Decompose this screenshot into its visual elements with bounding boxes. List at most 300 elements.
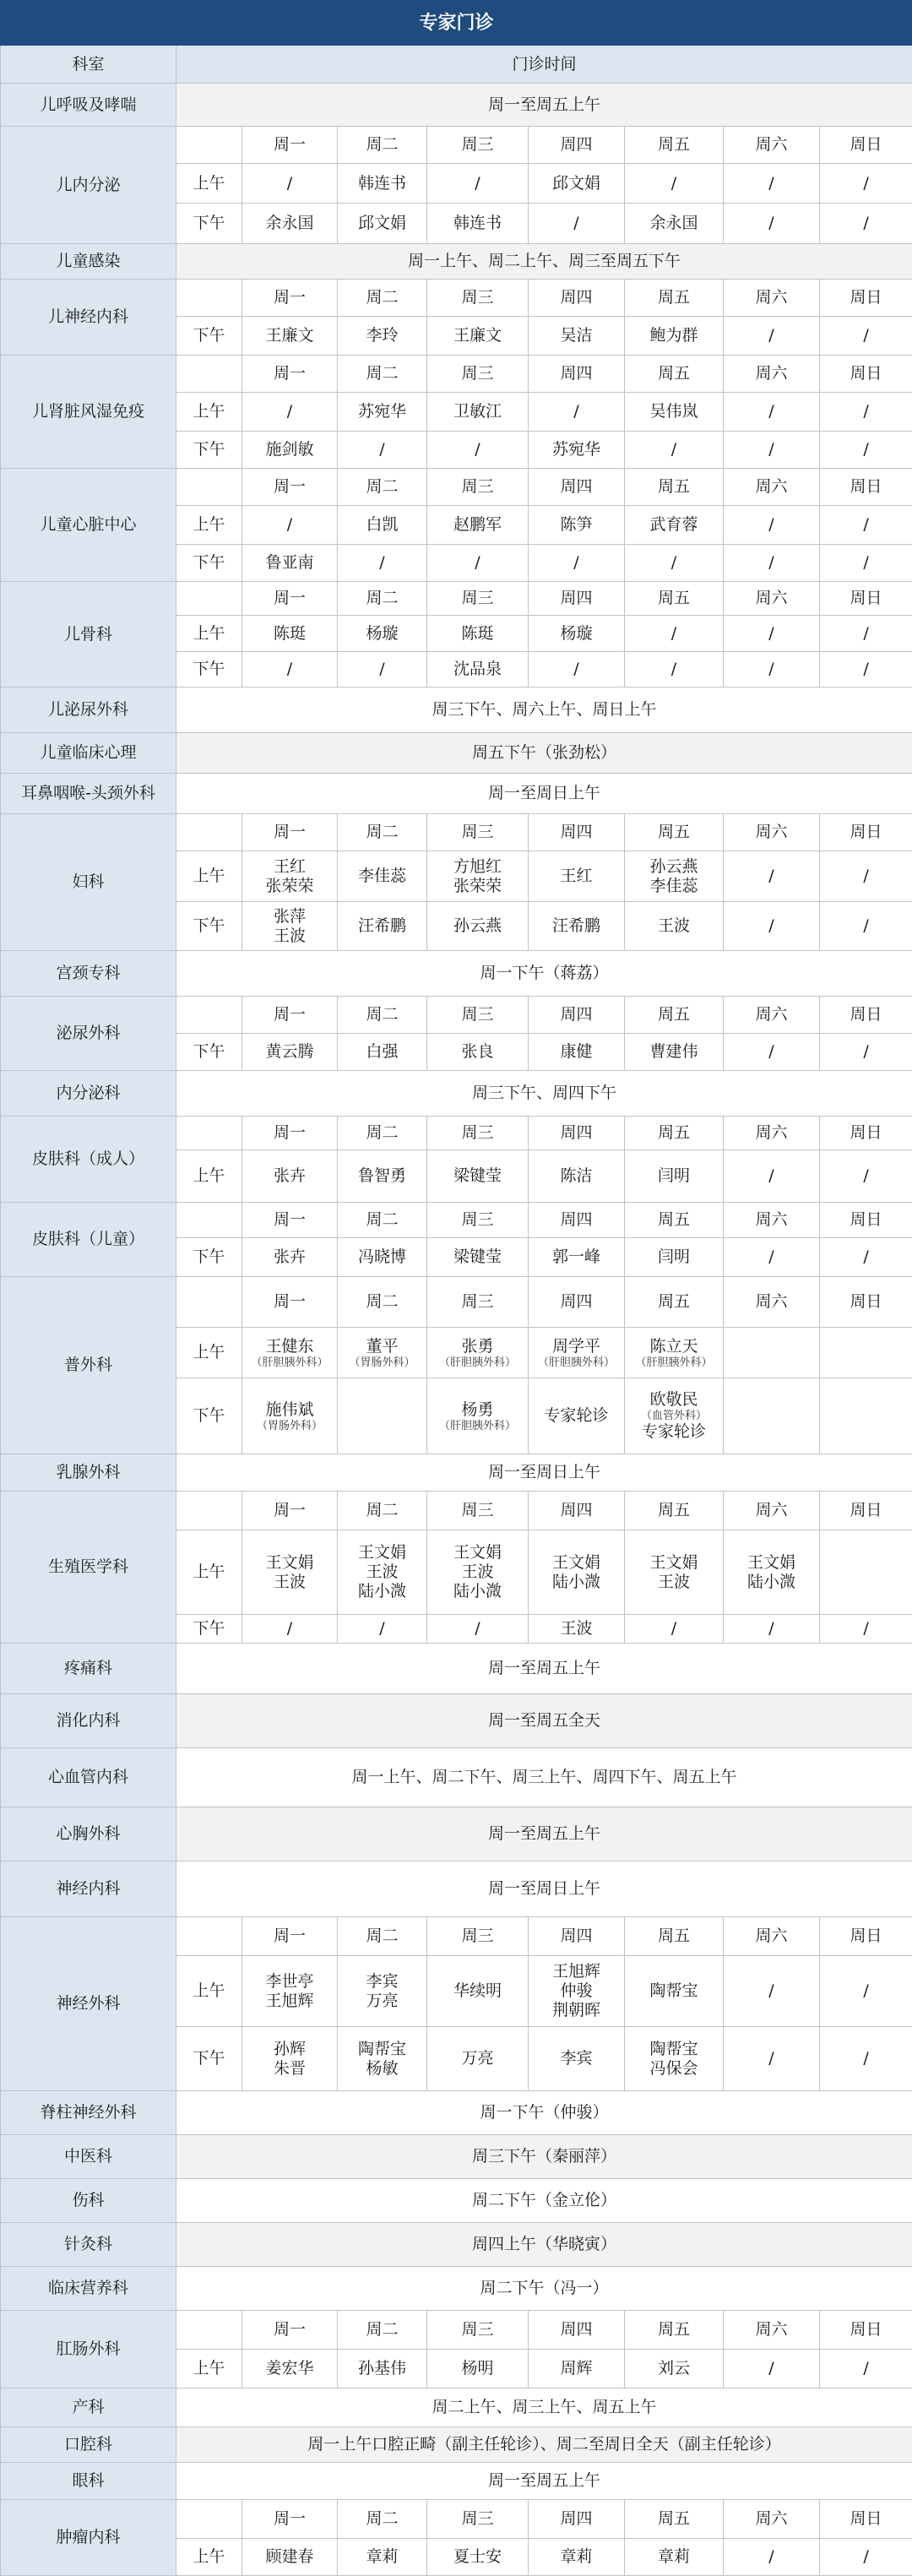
period-label: 上午 <box>176 2539 242 2576</box>
schedule-cell <box>820 1238 912 1277</box>
cell-line: 顾建春 <box>265 2547 314 2566</box>
weekday-header: 周二 <box>338 2500 427 2539</box>
schedule-cell <box>338 393 427 432</box>
schedule-cell <box>338 2350 427 2389</box>
weekday-header: 周二 <box>338 127 427 164</box>
cell-line: / <box>475 440 480 459</box>
schedule-cell <box>338 851 427 902</box>
schedule-cell <box>529 432 625 469</box>
weekday-header: 周一 <box>242 127 338 164</box>
schedule-cell <box>724 616 820 652</box>
schedule-cell <box>724 1615 820 1644</box>
cell-line: 王旭辉 <box>551 1962 600 1981</box>
dept-name: 儿神经内科 <box>1 280 176 356</box>
schedule-text: 周三下午、周六上午、周日上午 <box>176 687 912 733</box>
weekday-header: 周一 <box>242 469 338 506</box>
cell-line: 陈珽 <box>273 623 306 643</box>
cell-line: 王文娟 <box>357 1543 406 1562</box>
weekday-header: 周日 <box>820 2311 912 2350</box>
schedule-cell <box>820 2539 912 2576</box>
schedule-cell <box>338 2027 427 2091</box>
schedule-cell <box>820 851 912 902</box>
schedule-text: 周三下午（秦丽萍） <box>176 2135 912 2179</box>
weekday-header: 周日 <box>820 582 912 616</box>
cell-note: （肝胆胰外科） <box>635 1356 713 1369</box>
schedule-cell <box>427 902 529 951</box>
cell-line: / <box>379 660 385 678</box>
weekday-header: 周日 <box>820 280 912 317</box>
cell-line: 王波 <box>366 1562 399 1581</box>
schedule-cell <box>724 393 820 432</box>
period-label: 上午 <box>176 506 242 545</box>
dept-name: 皮肤科（儿童） <box>1 1203 176 1277</box>
weekday-header: 周五 <box>625 1203 724 1238</box>
period-label: 上午 <box>176 1150 242 1203</box>
period-blank <box>176 1203 242 1238</box>
schedule-cell <box>820 393 912 432</box>
weekday-header: 周六 <box>724 814 820 851</box>
schedule-cell <box>724 1150 820 1203</box>
cell-line: / <box>863 660 869 678</box>
cell-line: 王文娟 <box>265 1552 314 1572</box>
weekday-header: 周日 <box>820 1203 912 1238</box>
schedule-cell <box>242 164 338 204</box>
cell-line: / <box>286 402 293 421</box>
cell-line: / <box>768 1981 774 2000</box>
weekday-header: 周四 <box>529 1917 625 1956</box>
schedule-cell <box>242 616 338 652</box>
dept-name: 生殖医学科 <box>1 1492 176 1644</box>
cell-line: 王红 <box>560 867 593 885</box>
schedule-cell <box>427 1238 529 1277</box>
schedule-text: 周一至周五上午 <box>176 2463 912 2500</box>
cell-line: 刘云 <box>657 2359 690 2378</box>
cell-line: 王文娟 <box>551 1552 600 1572</box>
dept-name: 妇科 <box>1 814 176 951</box>
weekday-header: 周三 <box>427 1277 529 1328</box>
cell-line: 沈品泉 <box>453 660 502 678</box>
cell-line: 陆小溦 <box>453 1582 502 1600</box>
cell-line: / <box>286 515 293 534</box>
schedule-text: 周三下午、周四下午 <box>176 1071 912 1117</box>
schedule-cell <box>242 851 338 902</box>
schedule-cell <box>338 1238 427 1277</box>
schedule-cell <box>427 1530 529 1615</box>
period-label: 下午 <box>176 652 242 687</box>
schedule-cell <box>242 506 338 545</box>
cell-line: 李宾 <box>560 2049 593 2068</box>
dept-name: 儿童感染 <box>1 244 176 280</box>
period-blank <box>176 1117 242 1150</box>
weekday-header: 周三 <box>427 1203 529 1238</box>
cell-line: 专家轮诊 <box>641 1422 706 1441</box>
cell-line: / <box>286 660 293 678</box>
cell-line: 李佳蕊 <box>649 876 698 895</box>
cell-line: / <box>768 440 774 459</box>
cell-line: 孙云燕 <box>649 856 698 876</box>
weekday-header: 周三 <box>427 356 529 393</box>
weekday-header: 周五 <box>625 582 724 616</box>
schedule-cell <box>625 2027 724 2091</box>
schedule-cell <box>820 2350 912 2389</box>
schedule-cell <box>625 1238 724 1277</box>
cell-line: 梁键莹 <box>453 1247 502 1266</box>
dept-name: 伤科 <box>1 2179 176 2223</box>
dept-name: 神经内科 <box>1 1861 176 1917</box>
schedule-cell <box>820 317 912 356</box>
cell-line: / <box>768 214 774 232</box>
cell-line: 万亮 <box>366 1991 399 2010</box>
schedule-cell <box>529 1328 625 1378</box>
cell-line: / <box>768 2049 774 2068</box>
weekday-header: 周日 <box>820 1117 912 1150</box>
period-label: 下午 <box>176 2027 242 2091</box>
cell-line: / <box>573 553 579 572</box>
schedule-cell <box>242 1150 338 1203</box>
dept-name: 口腔科 <box>1 2427 176 2463</box>
schedule-cell <box>529 2027 625 2091</box>
cell-line: / <box>573 402 579 421</box>
weekday-header: 周四 <box>529 127 625 164</box>
weekday-header: 周日 <box>820 469 912 506</box>
schedule-text: 周一下午（蒋荔） <box>176 951 912 997</box>
cell-line: / <box>768 2547 774 2566</box>
cell-line: / <box>670 660 677 678</box>
cell-line: / <box>670 623 677 643</box>
schedule-cell <box>529 317 625 356</box>
period-blank <box>176 1277 242 1328</box>
weekday-header: 周四 <box>529 814 625 851</box>
weekday-header: 周一 <box>242 582 338 616</box>
weekday-header: 周日 <box>820 814 912 851</box>
dept-name: 产科 <box>1 2389 176 2427</box>
weekday-header: 周五 <box>625 280 724 317</box>
weekday-header: 周二 <box>338 280 427 317</box>
cell-line: 王波 <box>560 1619 593 1638</box>
cell-line: 郭一峰 <box>551 1247 600 1266</box>
schedule-cell <box>529 2350 625 2389</box>
dept-name: 疼痛科 <box>1 1644 176 1694</box>
schedule-cell <box>625 2350 724 2389</box>
cell-note: （胃肠外科） <box>256 1419 323 1432</box>
weekday-header: 周二 <box>338 582 427 616</box>
cell-line: / <box>768 660 774 678</box>
schedule-cell <box>242 393 338 432</box>
schedule-cell <box>242 652 338 687</box>
period-label: 下午 <box>176 1238 242 1277</box>
weekday-header: 周四 <box>529 2311 625 2350</box>
weekday-header: 周一 <box>242 2311 338 2350</box>
cell-line: / <box>863 867 869 885</box>
cell-line: 邱文娟 <box>551 173 600 193</box>
schedule-cell <box>625 1034 724 1071</box>
schedule-cell <box>724 2539 820 2576</box>
cell-line: 苏宛华 <box>357 402 406 421</box>
dept-name: 儿童心脏中心 <box>1 469 176 582</box>
weekday-header: 周三 <box>427 1492 529 1530</box>
schedule-cell <box>625 902 724 951</box>
schedule-cell <box>820 1530 912 1615</box>
cell-line: 白凯 <box>366 515 399 534</box>
weekday-header: 周二 <box>338 356 427 393</box>
cell-line: 鲁亚南 <box>265 553 314 572</box>
schedule-cell <box>820 1150 912 1203</box>
schedule-text: 周一至周日上午 <box>176 1454 912 1492</box>
cell-line: 陶帮宝 <box>649 1981 698 2000</box>
cell-note: （肝胆胰外科） <box>438 1419 516 1432</box>
period-label: 上午 <box>176 1956 242 2027</box>
weekday-header: 周五 <box>625 2311 724 2350</box>
weekday-header: 周六 <box>724 1492 820 1530</box>
weekday-header: 周四 <box>529 280 625 317</box>
cell-line: / <box>475 173 480 193</box>
schedule-cell <box>338 1530 427 1615</box>
schedule-cell <box>529 2539 625 2576</box>
cell-line: 杨敏 <box>366 2058 399 2078</box>
schedule-cell <box>529 1150 625 1203</box>
cell-line: 冯晓博 <box>357 1247 406 1266</box>
schedule-cell <box>529 1378 625 1454</box>
schedule-cell <box>338 1956 427 2027</box>
schedule-cell <box>529 1956 625 2027</box>
weekday-header: 周四 <box>529 997 625 1034</box>
schedule-cell <box>529 545 625 582</box>
cell-line: 卫敏江 <box>453 402 502 421</box>
dept-name: 儿呼吸及哮喘 <box>1 84 176 127</box>
schedule-text: 周五下午（张劲松） <box>176 733 912 774</box>
cell-line: 施剑敏 <box>265 440 314 459</box>
dept-name: 儿内分泌 <box>1 127 176 244</box>
period-blank <box>176 1492 242 1530</box>
weekday-header: 周二 <box>338 1917 427 1956</box>
period-blank <box>176 814 242 851</box>
schedule-cell <box>242 432 338 469</box>
cell-line: / <box>768 1619 774 1638</box>
schedule-text: 周一至周五全天 <box>176 1694 912 1748</box>
schedule-text: 周一下午（仲骏） <box>176 2091 912 2135</box>
weekday-header: 周三 <box>427 582 529 616</box>
cell-line: 白强 <box>366 1042 399 1061</box>
schedule-cell <box>242 2027 338 2091</box>
weekday-header: 周四 <box>529 1117 625 1150</box>
schedule-text: 周一至周五上午 <box>176 1644 912 1694</box>
cell-line: / <box>573 214 579 232</box>
cell-line: 闫明 <box>657 1247 690 1266</box>
weekday-header: 周二 <box>338 1277 427 1328</box>
weekday-header: 周五 <box>625 2500 724 2539</box>
weekday-header: 周六 <box>724 1117 820 1150</box>
weekday-header: 周日 <box>820 997 912 1034</box>
cell-line: / <box>863 2049 869 2068</box>
weekday-header: 周五 <box>625 1277 724 1328</box>
cell-line: 康健 <box>560 1042 593 1061</box>
header-dept: 科室 <box>1 46 176 84</box>
dept-name: 脊柱神经外科 <box>1 2091 176 2135</box>
weekday-header: 周六 <box>724 1203 820 1238</box>
period-blank <box>176 356 242 393</box>
schedule-cell <box>242 1034 338 1071</box>
cell-line: 陆小溦 <box>357 1582 406 1600</box>
cell-note: （肝胆胰外科） <box>537 1356 615 1369</box>
schedule-cell <box>427 317 529 356</box>
cell-line: 陈笋 <box>560 515 593 534</box>
cell-line: 李佳蕊 <box>357 867 406 885</box>
weekday-header: 周六 <box>724 1917 820 1956</box>
cell-line: / <box>286 173 293 193</box>
schedule-cell <box>820 902 912 951</box>
cell-line: 李世亭 <box>265 1971 314 1991</box>
cell-line: 专家轮诊 <box>544 1406 609 1425</box>
schedule-cell <box>724 2027 820 2091</box>
cell-line: 梁键莹 <box>453 1166 502 1185</box>
cell-line: 章莉 <box>657 2547 690 2566</box>
schedule-cell <box>625 1328 724 1378</box>
schedule-cell <box>529 1615 625 1644</box>
cell-line: / <box>768 402 774 421</box>
cell-line: 苏宛华 <box>551 440 600 459</box>
weekday-header: 周六 <box>724 2311 820 2350</box>
schedule-cell <box>625 616 724 652</box>
schedule-cell <box>338 204 427 244</box>
cell-line: 周辉 <box>560 2359 593 2378</box>
cell-line: 章莉 <box>560 2547 593 2566</box>
period-blank <box>176 997 242 1034</box>
dept-name: 儿童临床心理 <box>1 733 176 774</box>
weekday-header: 周六 <box>724 469 820 506</box>
schedule-cell <box>820 1328 912 1378</box>
cell-line: 张萍 <box>273 906 306 926</box>
schedule-cell <box>242 1328 338 1378</box>
period-blank <box>176 582 242 616</box>
cell-line: / <box>475 1619 480 1638</box>
weekday-header: 周二 <box>338 1492 427 1530</box>
schedule-cell <box>625 2539 724 2576</box>
cell-line: 董平 <box>366 1336 399 1356</box>
schedule-cell <box>724 1034 820 1071</box>
schedule-cell <box>427 1150 529 1203</box>
schedule-cell <box>724 1238 820 1277</box>
schedule-cell <box>338 1034 427 1071</box>
dept-name: 针灸科 <box>1 2223 176 2267</box>
cell-line: / <box>863 326 869 345</box>
cell-line: 韩连书 <box>357 173 406 193</box>
cell-line: / <box>768 326 774 345</box>
period-label: 下午 <box>176 432 242 469</box>
weekday-header: 周一 <box>242 1277 338 1328</box>
cell-line: 武育蓉 <box>649 515 698 534</box>
cell-note: （胃肠外科） <box>349 1356 415 1369</box>
schedule-cell <box>529 851 625 902</box>
weekday-header: 周二 <box>338 814 427 851</box>
cell-line: 方旭红 <box>453 856 502 876</box>
schedule-cell <box>724 2350 820 2389</box>
schedule-cell <box>242 2350 338 2389</box>
schedule-text: 周一上午、周二下午、周三上午、周四下午、周五上午 <box>176 1748 912 1807</box>
cell-line: 陶帮宝 <box>649 2039 698 2058</box>
schedule-text: 周一至周日上午 <box>176 1861 912 1917</box>
cell-line: / <box>768 1247 774 1266</box>
weekday-header: 周五 <box>625 1492 724 1530</box>
cell-line: 朱晋 <box>273 2058 306 2078</box>
weekday-header: 周三 <box>427 2311 529 2350</box>
schedule-cell <box>625 1150 724 1203</box>
schedule-cell <box>529 1034 625 1071</box>
cell-line: 陆小溦 <box>746 1572 795 1591</box>
cell-line: 闫明 <box>657 1166 690 1185</box>
weekday-header: 周二 <box>338 997 427 1034</box>
cell-line: / <box>863 440 869 459</box>
cell-line: 王健东 <box>265 1336 314 1356</box>
weekday-header: 周四 <box>529 469 625 506</box>
cell-line: 欧敬民 <box>649 1390 698 1409</box>
weekday-header: 周一 <box>242 356 338 393</box>
dept-name: 临床营养科 <box>1 2267 176 2311</box>
period-label: 上午 <box>176 164 242 204</box>
cell-line: / <box>863 1166 869 1185</box>
dept-name: 神经外科 <box>1 1917 176 2091</box>
schedule-cell <box>625 204 724 244</box>
weekday-header: 周日 <box>820 1277 912 1328</box>
cell-line: 施伟斌 <box>265 1399 314 1419</box>
dept-name: 乳腺外科 <box>1 1454 176 1492</box>
period-blank <box>176 280 242 317</box>
schedule-cell <box>427 1378 529 1454</box>
cell-line: 王旭辉 <box>265 1991 314 2010</box>
schedule-text: 周二下午（冯一） <box>176 2267 912 2311</box>
period-blank <box>176 2311 242 2350</box>
schedule-text: 周一至周五上午 <box>176 1807 912 1861</box>
schedule-cell <box>625 1956 724 2027</box>
weekday-header: 周一 <box>242 280 338 317</box>
weekday-header: 周一 <box>242 997 338 1034</box>
schedule-cell <box>242 204 338 244</box>
cell-line: 陈立天 <box>649 1336 698 1356</box>
cell-line: / <box>768 1166 774 1185</box>
dept-name: 儿肾脏风湿免疫 <box>1 356 176 469</box>
dept-name: 儿骨科 <box>1 582 176 687</box>
schedule-cell <box>427 2350 529 2389</box>
schedule-cell <box>338 1328 427 1378</box>
weekday-header: 周六 <box>724 127 820 164</box>
cell-line: / <box>670 553 677 572</box>
weekday-header: 周六 <box>724 582 820 616</box>
schedule-cell <box>242 1238 338 1277</box>
schedule-cell <box>242 902 338 951</box>
schedule-text: 周二上午、周三上午、周五上午 <box>176 2389 912 2427</box>
schedule-cell <box>427 204 529 244</box>
weekday-header: 周二 <box>338 1203 427 1238</box>
weekday-header: 周三 <box>427 814 529 851</box>
schedule-cell <box>427 2027 529 2091</box>
weekday-header: 周五 <box>625 469 724 506</box>
schedule-cell <box>724 204 820 244</box>
schedule-cell <box>724 432 820 469</box>
cell-line: 张荣荣 <box>265 876 314 895</box>
weekday-header: 周六 <box>724 356 820 393</box>
schedule-cell <box>338 164 427 204</box>
cell-line: 赵鹏军 <box>453 515 502 534</box>
weekday-header: 周五 <box>625 356 724 393</box>
cell-line: 王廉文 <box>265 326 314 345</box>
weekday-header: 周日 <box>820 2500 912 2539</box>
cell-line: / <box>863 1247 869 1266</box>
schedule-cell <box>242 1530 338 1615</box>
weekday-header: 周四 <box>529 1277 625 1328</box>
schedule-cell <box>625 1530 724 1615</box>
schedule-cell <box>820 506 912 545</box>
schedule-cell <box>820 1615 912 1644</box>
cell-line: 华续明 <box>453 1981 502 2000</box>
